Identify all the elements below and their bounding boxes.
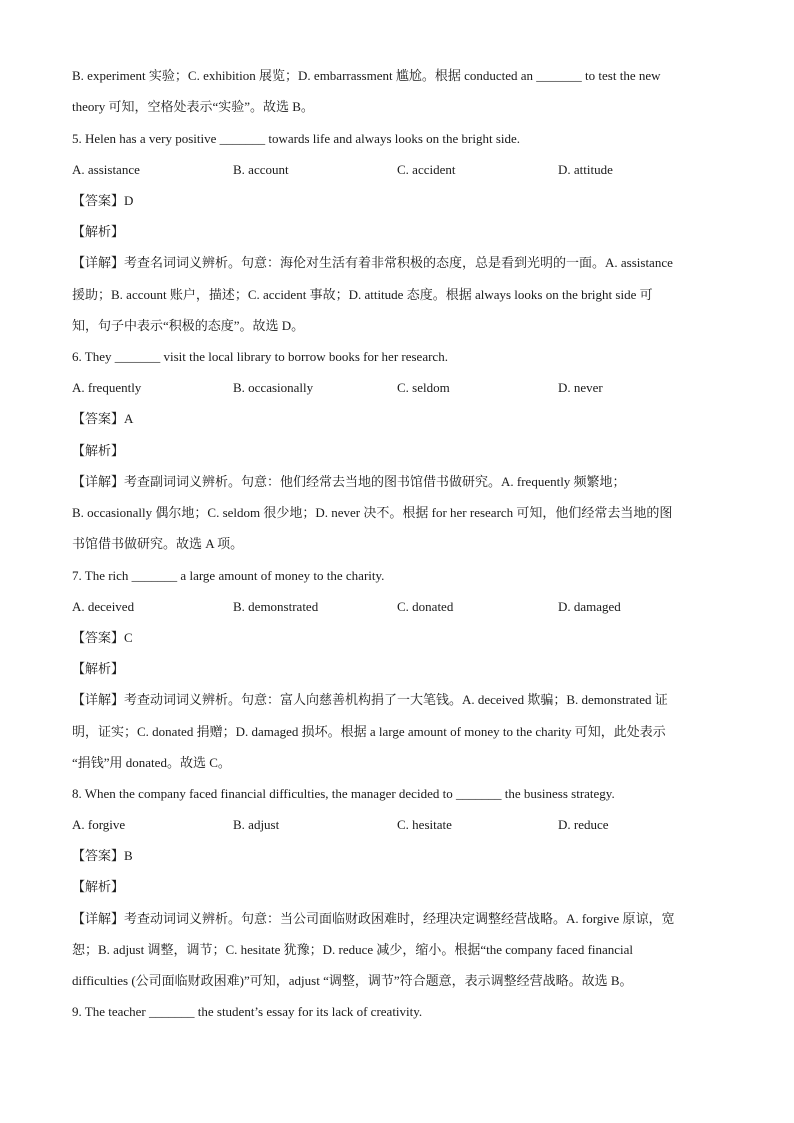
analysis-label: 【解析】 [72, 661, 125, 676]
option-b: B. occasionally [233, 380, 314, 395]
option-b: B. adjust [233, 817, 280, 832]
question-5: 5. Helen has a very positive _______ towards life and always looks on the bright side. [72, 131, 521, 146]
answer-label: 【答案】C [72, 630, 133, 645]
analysis-label: 【解析】 [72, 443, 125, 458]
option-a: A. deceived [72, 599, 135, 614]
option-d: D. reduce [558, 817, 609, 832]
question-7: 7. The rich _______ a large amount of money to the charity. [72, 568, 385, 583]
explanation-line: 知，句子中表示“积极的态度”。故选 D。 [72, 318, 305, 333]
option-b: B. demonstrated [233, 599, 319, 614]
option-a: A. assistance [72, 162, 140, 177]
analysis-label: 【解析】 [72, 224, 125, 239]
explanation-line: 书馆借书做研究。故选 A 项。 [72, 536, 244, 551]
analysis-label: 【解析】 [72, 879, 125, 894]
option-c: C. seldom [397, 380, 450, 395]
option-a: A. frequently [72, 380, 142, 395]
explanation-line: 【详解】考查动词词义辨析。句意：富人向慈善机构捐了一大笔钱。A. deceived 欺骗；B. demonstrated 证 [72, 692, 668, 707]
answer-label: 【答案】B [72, 848, 133, 863]
explanation-line: 【详解】考查名词词义辨析。句意：海伦对生活有着非常积极的态度，总是看到光明的一面。A. assistance [72, 255, 673, 270]
option-c: C. donated [397, 599, 454, 614]
explanation-line: 援助；B. account 账户，描述；C. accident 事故；D. attitude 态度。根据 always looks on the bright side 可 [72, 287, 653, 302]
option-c: C. accident [397, 162, 456, 177]
option-b: B. account [233, 162, 289, 177]
explanation-line: 【详解】考查副词词义辨析。句意：他们经常去当地的图书馆借书做研究。A. frequently 频繁地； [72, 474, 626, 489]
explanation-line: difficulties (公司面临财政困难)”可知，adjust “调整，调节”符合题意，表示调整经营战略。故选 B。 [72, 973, 633, 988]
explanation-line: “捐钱”用 donated。故选 C。 [72, 755, 231, 770]
option-c: C. hesitate [397, 817, 452, 832]
explanation-line: 明，证实；C. donated 捐赠；D. damaged 损坏。根据 a large amount of money to the charity 可知，此处表示 [72, 724, 666, 739]
question-8: 8. When the company faced financial difficulties, the manager decided to _______ the business strategy. [72, 786, 615, 801]
answer-label: 【答案】A [72, 411, 134, 426]
explanation-line: 恕；B. adjust 调整，调节；C. hesitate 犹豫；D. reduce 减少，缩小。根据“the company faced financial [72, 942, 634, 957]
explanation-line: B. occasionally 偶尔地；C. seldom 很少地；D. never 决不。根据 for her research 可知，他们经常去当地的图 [72, 505, 673, 520]
option-d: D. damaged [558, 599, 621, 614]
explanation-line: theory 可知，空格处表示“实验”。故选 B。 [72, 99, 314, 114]
option-d: D. attitude [558, 162, 613, 177]
explanation-line: B. experiment 实验；C. exhibition 展览；D. embarrassment 尴尬。根据 conducted an _______ to test the new [72, 68, 661, 83]
explanation-line: 【详解】考查动词词义辨析。句意：当公司面临财政困难时，经理决定调整经营战略。A. forgive 原谅，宽 [72, 911, 675, 926]
question-6: 6. They _______ visit the local library to borrow books for her research. [72, 349, 448, 364]
option-a: A. forgive [72, 817, 126, 832]
option-d: D. never [558, 380, 603, 395]
question-9: 9. The teacher _______ the student’s essay for its lack of creativity. [72, 1004, 423, 1019]
answer-label: 【答案】D [72, 193, 134, 208]
